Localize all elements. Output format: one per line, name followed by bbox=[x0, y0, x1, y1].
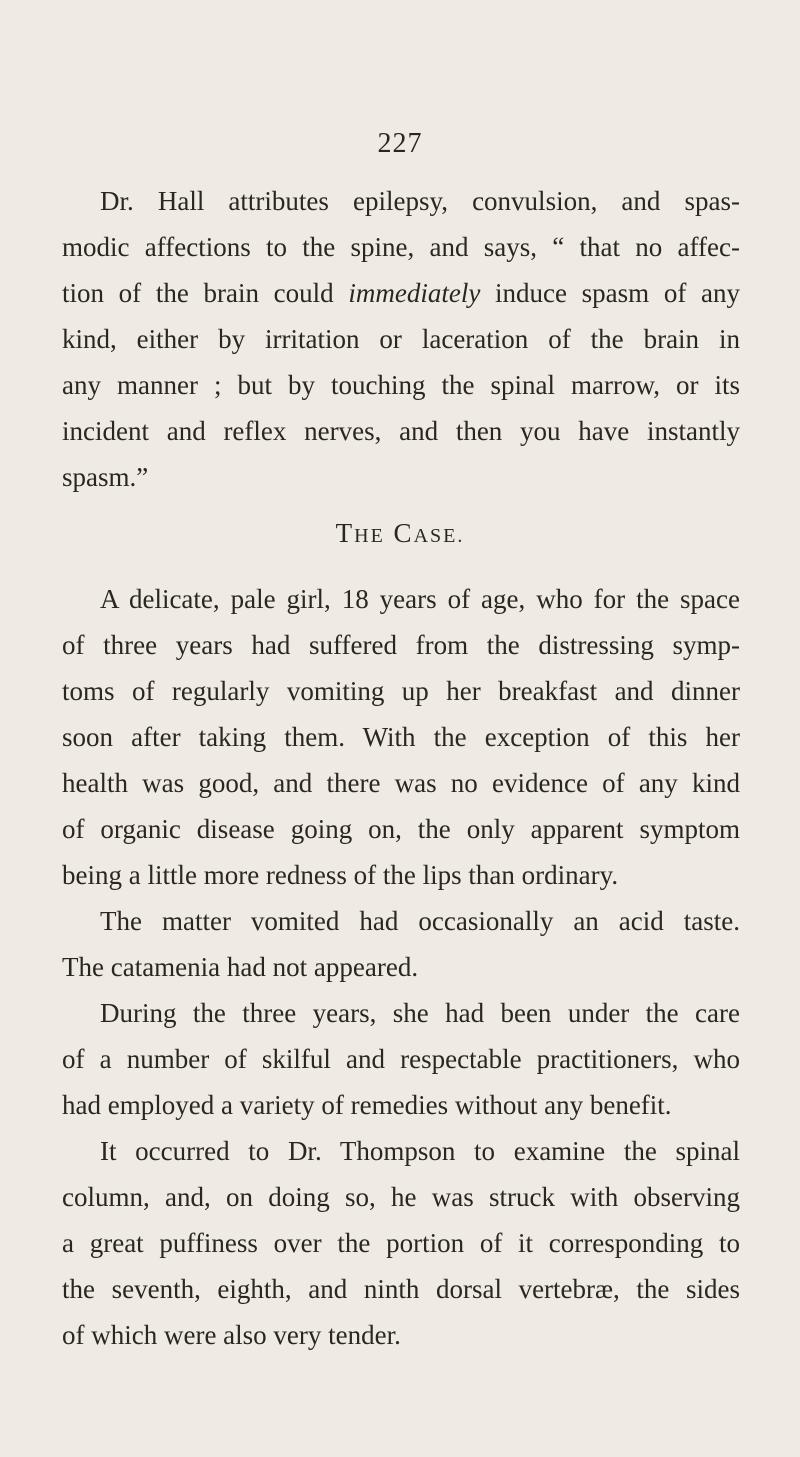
text-line: The matter vomited had occasionally an acid taste. bbox=[100, 906, 740, 936]
text-line: had employed a variety of remedies without any benefit. bbox=[62, 1090, 672, 1120]
case-description bbox=[62, 576, 740, 1358]
text-line: a great puffiness over the portion of it corresponding to bbox=[62, 1228, 740, 1258]
text-line: incident and reflex nerves, and then you have instantly bbox=[62, 416, 740, 446]
text-line: of a number of skilful and respectable practitioners, who bbox=[62, 1044, 740, 1074]
text-line: soon after taking them. With the exception of this her bbox=[62, 722, 740, 752]
text-line: Dr. Hall attributes epilepsy, convulsion, and spas- bbox=[100, 186, 740, 216]
text-line: toms of regularly vomiting up her breakfast and dinner bbox=[62, 676, 740, 706]
text-line: being a little more redness of the lips than ordinary. bbox=[62, 860, 619, 890]
paragraph-hall-quote bbox=[62, 178, 740, 500]
text-line: A delicate, pale girl, 18 years of age, who for the space bbox=[100, 584, 740, 614]
text-line: The catamenia had not appeared. bbox=[62, 952, 419, 982]
text-line: the seventh, eighth, and ninth dorsal vertebræ, the sides bbox=[62, 1274, 740, 1304]
text-line: tion of the brain could immediately induce spasm of any bbox=[62, 278, 740, 308]
section-heading: THE CASE. bbox=[335, 518, 465, 548]
text-line: of organic disease going on, the only apparent symptom bbox=[62, 814, 740, 844]
text-line: modic affections to the spine, and says, “ that no affec- bbox=[62, 232, 740, 262]
text-line: of three years had suffered from the distressing symp- bbox=[62, 630, 740, 660]
text-line: spasm.” bbox=[62, 462, 149, 492]
page-number: 227 bbox=[377, 128, 423, 159]
emphasized-word: immediately bbox=[348, 278, 481, 308]
text-line: It occurred to Dr. Thompson to examine the spinal bbox=[100, 1136, 740, 1166]
text-line: of which were also very tender. bbox=[62, 1320, 401, 1350]
text-line: column, and, on doing so, he was struck with observing bbox=[62, 1182, 740, 1212]
text-line: During the three years, she had been under the care bbox=[100, 998, 740, 1028]
text-line: any manner ; but by touching the spinal marrow, or its bbox=[62, 370, 740, 400]
text-line: kind, either by irritation or laceration of the brain in bbox=[62, 324, 740, 354]
text-line: health was good, and there was no evidence of any kind bbox=[62, 768, 740, 798]
